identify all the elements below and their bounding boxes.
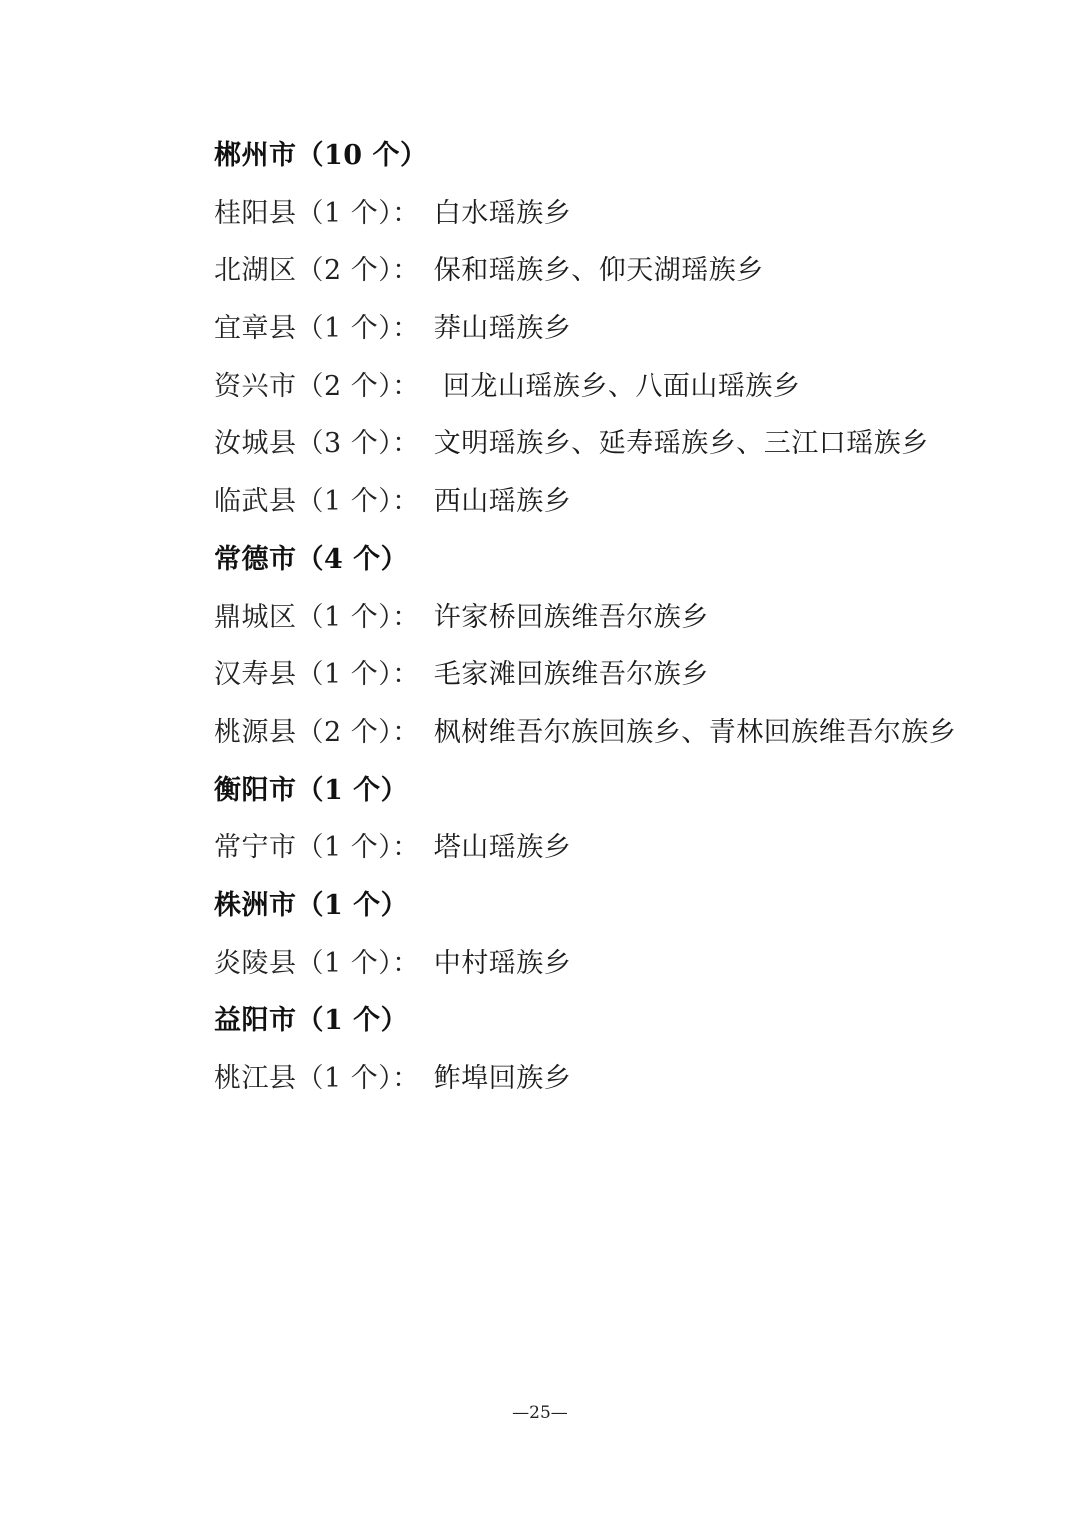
- city-heading-yiyang: 益阳市（1 个）: [214, 1005, 409, 1037]
- entry-taoyuan: [214, 704, 974, 762]
- entry-rucheng: [214, 415, 974, 473]
- district-label: 常宁市（1 个）：: [214, 832, 420, 864]
- district-label: 炎陵县（1 个）：: [214, 947, 420, 979]
- city-heading-changde: 常德市（4 个）: [214, 543, 409, 575]
- township-list: 许家桥回族维吾尔族乡: [433, 601, 709, 633]
- township-list: 回龙山瑶族乡、八面山瑶族乡: [433, 370, 801, 402]
- township-list: 枫树维吾尔族回族乡、青林回族维吾尔族乡: [433, 716, 957, 748]
- city-heading-chenzhou: 郴州市（10 个）: [214, 140, 428, 171]
- township-list: 西山瑶族乡: [433, 486, 572, 518]
- entry-yanling: [214, 935, 974, 993]
- township-list: 白水瑶族乡: [433, 197, 572, 229]
- entry-dingcheng: [214, 589, 974, 647]
- entry-yizhang: [214, 300, 974, 358]
- district-label: 桃江县（1 个）：: [214, 1063, 420, 1094]
- township-list: 中村瑶族乡: [433, 947, 572, 979]
- township-list: 莽山瑶族乡: [433, 313, 572, 345]
- district-label: 桂阳县（1 个）：: [214, 197, 420, 229]
- township-list: 文明瑶族乡、延寿瑶族乡、三江口瑶族乡: [433, 428, 929, 460]
- district-label: 北湖区（2 个）：: [214, 255, 420, 287]
- district-label: 汉寿县（1 个）：: [214, 659, 420, 691]
- entry-beihu: [214, 242, 974, 300]
- district-label: 汝城县（3 个）：: [214, 428, 420, 460]
- district-label: 鼎城区（1 个）：: [214, 601, 420, 633]
- township-list: 保和瑶族乡、仰天湖瑶族乡: [433, 255, 764, 287]
- entry-hanshou: [214, 646, 974, 704]
- entry-guiyang: [214, 185, 974, 243]
- district-label: 宜章县（1 个）：: [214, 313, 420, 345]
- entry-changning: [214, 819, 974, 877]
- district-label: 资兴市（2 个）：: [214, 370, 420, 402]
- entry-taojiang: [214, 1050, 974, 1108]
- township-list: 鲊埠回族乡: [433, 1063, 572, 1094]
- city-heading-hengyang: 衡阳市（1 个）: [214, 774, 409, 806]
- city-heading-zhuzhou: 株洲市（1 个）: [214, 889, 409, 921]
- document-body: [214, 127, 974, 1108]
- district-label: 临武县（1 个）：: [214, 486, 420, 518]
- township-list: 塔山瑶族乡: [433, 832, 572, 864]
- entry-zixing: [214, 358, 974, 416]
- entry-linwu: [214, 473, 974, 531]
- district-label: 桃源县（2 个）：: [214, 716, 420, 748]
- township-list: 毛家滩回族维吾尔族乡: [433, 659, 709, 691]
- page-number: —25—: [512, 1403, 568, 1423]
